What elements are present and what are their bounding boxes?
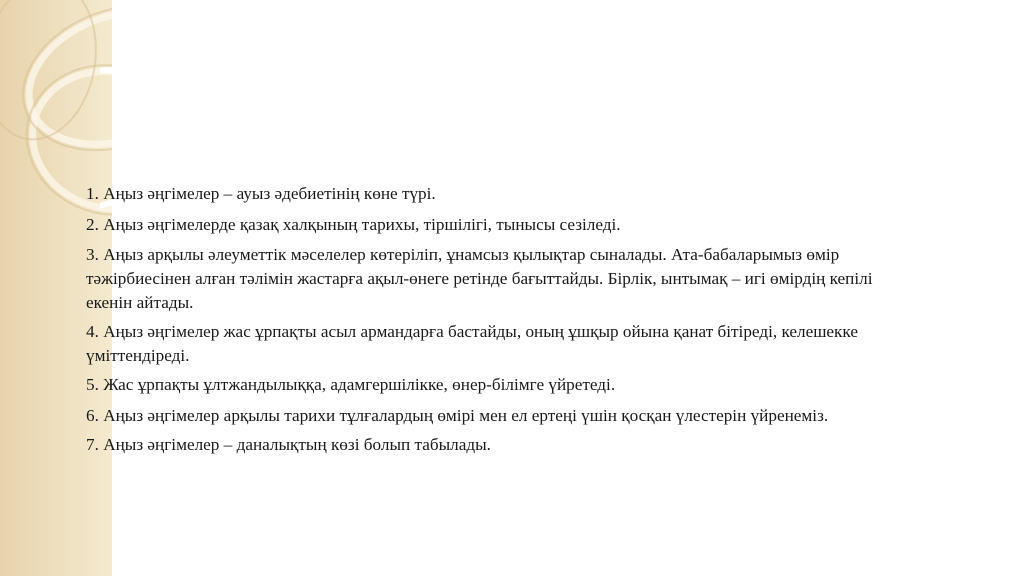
list-item: 3. Аңыз арқылы әлеуметтік мәселелер көтеріліп, ұнамсыз қылықтар сыналады. Ата-бабаларымыз өмір тәжірбиесінен алған тәлімін жастарға ақыл-өнеге ретінде бағыттайды. Бірлік, ынтымақ – игі өмірдің кепілі екенін айтады. [86, 245, 873, 312]
list-item: 1. Аңыз әңгімелер – ауыз әдебиетінің көне түрі. [86, 184, 436, 203]
list-item: 7. Аңыз әңгімелер – даналықтың көзі болып табылады. [86, 434, 491, 454]
list-item: 6. Аңыз әңгімелер арқылы тарихи тұлғалардың өмірі мен ел ертеңі үшін қосқан үлестерін үйренеміз. [86, 405, 829, 425]
list-item: 4. Аңыз әңгімелер жас ұрпақты асыл армандарға бастайды, оның ұшқыр ойына қанат бітіреді, келешекке үміттендіреді. [86, 322, 858, 365]
slide-body [86, 182, 916, 463]
list-item: 2. Аңыз әңгімелерде қазақ халқының тарихы, тіршілігі, тынысы сезіледі. [86, 214, 621, 234]
list-item: 5. Жас ұрпақты ұлтжандылыққа, адамгершілікке, өнер-білімге үйретеді. [86, 375, 616, 394]
